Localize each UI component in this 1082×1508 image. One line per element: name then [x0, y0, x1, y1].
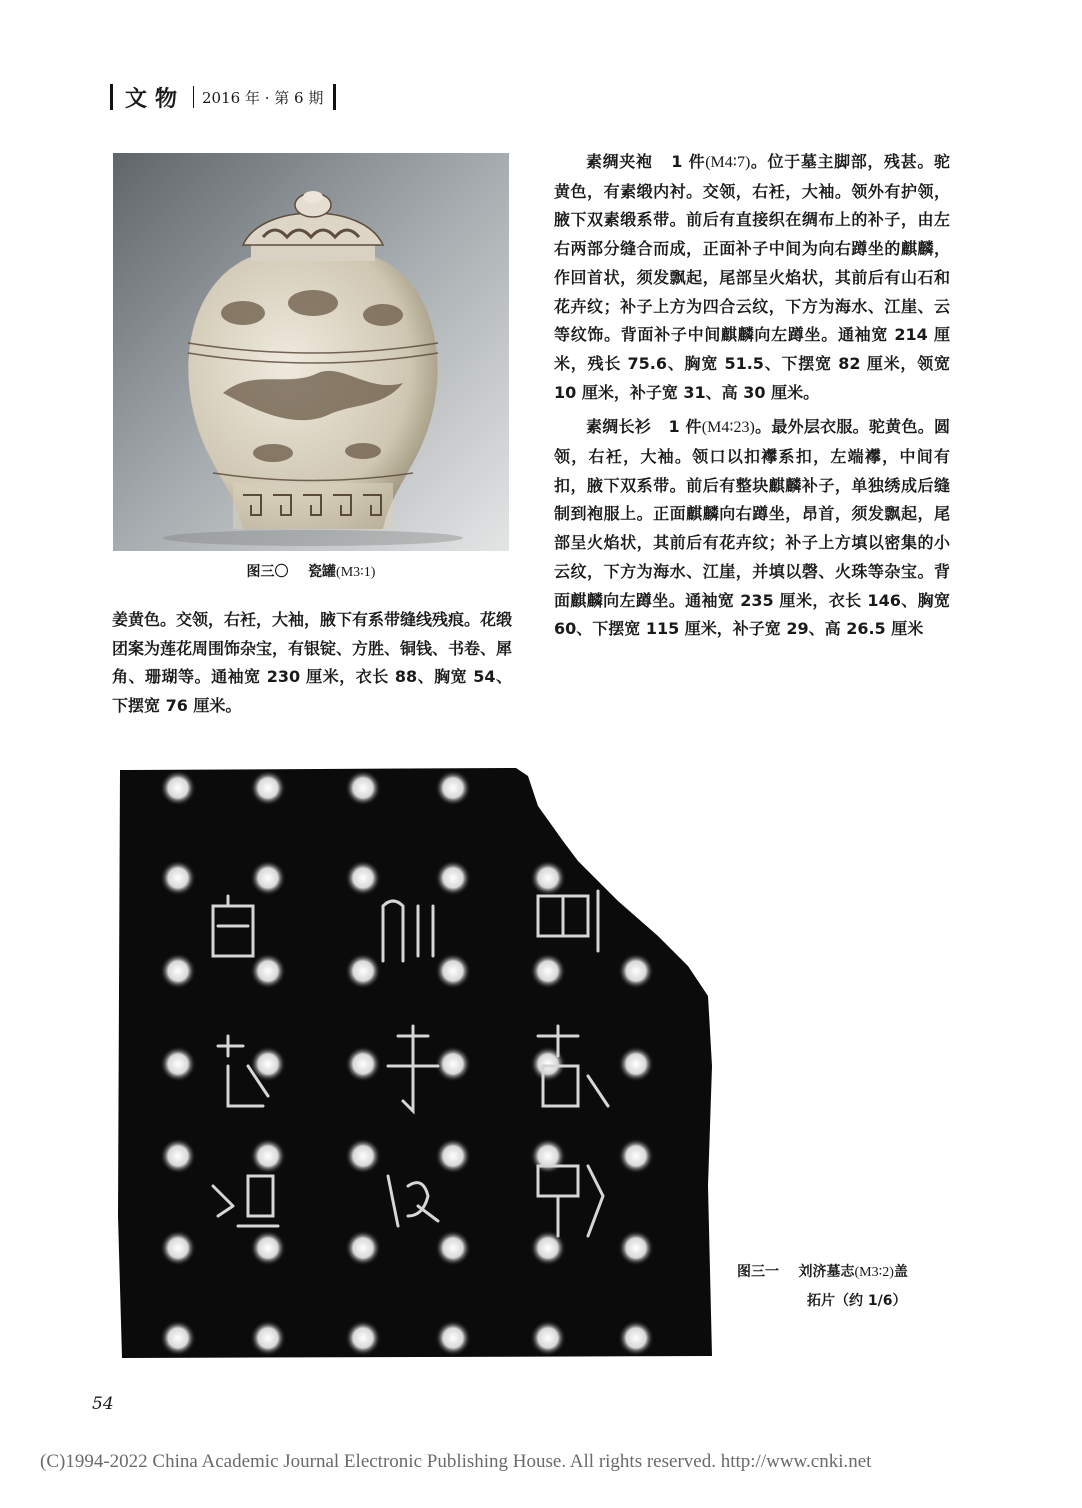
figure-30-number: 图三〇 — [246, 564, 289, 580]
running-header — [110, 84, 336, 110]
right-column — [554, 148, 950, 644]
item-2-title: 素绸长衫 — [586, 417, 652, 437]
page-number: 54 — [92, 1394, 114, 1414]
item-2-body: 。最外层衣服。驼黄色。圆领，右衽，大袖。领口以扣襻系扣，左端襻，中间有扣，腋下双系带。前后有整块麒麟补子，单独绣成后缝制到袍服上。正面麒麟向右蹲坐，昂首，须发飘起，尾部呈火焰状，其前后有花卉纹；补子上方填以密集的小云纹，下方为海水、江崖，并填以磬、火珠等杂宝。背面麒麟向左蹲坐。通袖宽 235 厘米，衣长 146、胸宽 60、下摆宽 115 厘米，补子宽 29、高 26.5 厘米 — [554, 417, 950, 639]
item-1-body: 。位于墓主脚部，残甚。驼黄色，有素缎内衬。交领，右衽，大袖。领外有护领，腋下双素缎系带。前后有直接织在绸布上的补子，由左右两部分缝合而成，正面补子中间为向右蹲坐的麒麟，作回首状，须发飘起，尾部呈火焰状，其前后有山石和花卉纹；补子上方为四合云纹，下方为海水、江崖、云等纹饰。背面补子中间麒麟向左蹲坐。通袖宽 214 厘米，残长 75.6、胸宽 51.5、下摆宽 82 厘米，领宽 10 厘米，补子宽 31、高 30 厘米。 — [554, 152, 950, 402]
item-1-count: 1 件 — [671, 152, 706, 171]
left-column — [112, 606, 512, 721]
figure-30-caption — [113, 561, 509, 581]
item-2-paragraph — [554, 413, 950, 644]
figure-31-caption — [737, 1258, 957, 1315]
figure-31-title: 刘济墓志 — [798, 1264, 855, 1280]
header-separator — [193, 86, 194, 108]
figure-31-line-1 — [737, 1258, 957, 1287]
figure-31-number: 图三一 — [737, 1264, 779, 1280]
item-2-count: 1 件 — [668, 417, 702, 437]
item-1-title: 素绸夹袍 — [586, 152, 653, 171]
porcelain-jar-photo — [113, 153, 509, 551]
copyright-footer: (C)1994-2022 China Academic Journal Electronic Publishing House. All rights reserved. http://www.cnki.net — [40, 1451, 872, 1472]
item-2-label: (M4∶23) — [701, 419, 755, 437]
issue-label: 2016 年 · 第 6 期 — [202, 88, 324, 107]
item-1-label: (M4∶7) — [705, 154, 751, 171]
left-paragraph: 姜黄色。交领，右衽，大袖，腋下有系带缝线残痕。花缎团案为莲花周围饰杂宝，有银锭、方胜、铜钱、书卷、犀角、珊瑚等。通袖宽 230 厘米，衣长 88、胸宽 54、下摆宽 76 厘米。 — [112, 610, 513, 716]
figure-30-label: (M3∶1) — [336, 565, 376, 580]
journal-logo: 文物 — [125, 85, 186, 112]
header-left-bar — [110, 84, 113, 110]
figure-31-title-end: 盖 — [893, 1264, 908, 1280]
epitaph-rubbing-image — [118, 766, 714, 1362]
figure-31-line-2: 拓片（约 1/6） — [807, 1293, 907, 1309]
figure-31-label: (M3∶2) — [854, 1265, 894, 1280]
header-right-bar — [333, 84, 336, 110]
figure-30-title: 瓷罐 — [308, 564, 337, 580]
item-1-paragraph — [554, 148, 950, 407]
